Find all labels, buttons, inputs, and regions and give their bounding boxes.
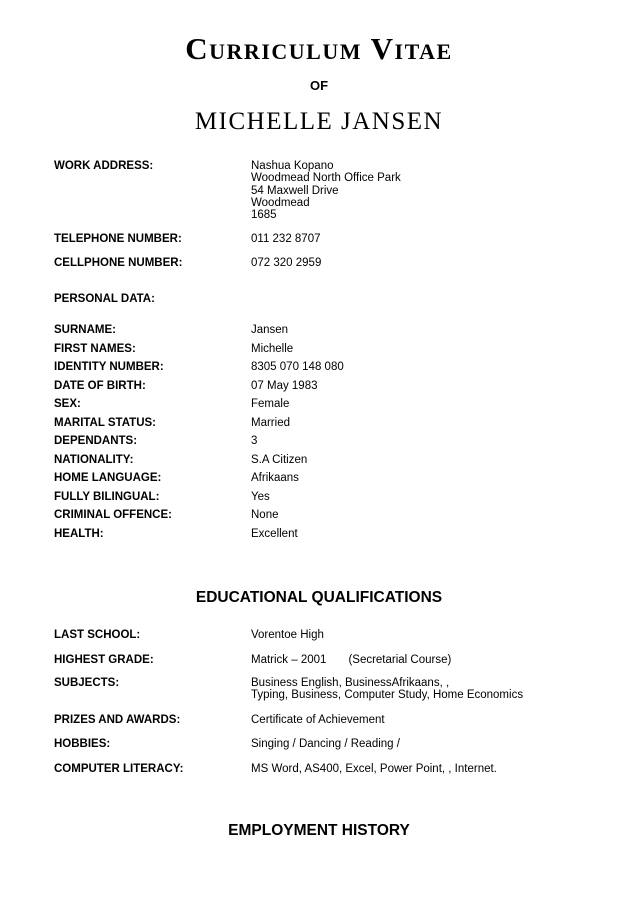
telephone-label: TELEPHONE NUMBER:	[54, 233, 182, 245]
dependants-value: 3	[251, 435, 258, 447]
work-address-line: 1685	[251, 209, 277, 222]
last-school-label: LAST SCHOOL:	[54, 629, 141, 641]
cellphone-value: 072 320 2959	[251, 257, 322, 269]
computer-literacy-value: MS Word, AS400, Excel, Power Point, , Internet.	[251, 763, 497, 775]
criminal-offence-label: CRIMINAL OFFENCE:	[54, 509, 172, 521]
subjects-line: Business English, BusinessAfrikaans, ,	[251, 677, 450, 689]
sex-value: Female	[251, 398, 290, 410]
candidate-name: MICHELLE JANSEN	[194, 108, 444, 135]
cellphone-label: CELLPHONE NUMBER:	[54, 257, 183, 269]
work-address-line: Woodmead North Office Park	[251, 172, 401, 185]
marital-status-label: MARITAL STATUS:	[54, 417, 156, 429]
hobbies-label: HOBBIES:	[54, 738, 111, 750]
first-names-value: Michelle	[251, 343, 294, 355]
education-heading: EDUCATIONAL QUALIFICATIONS	[195, 589, 443, 606]
nationality-value: S.A Citizen	[251, 454, 308, 466]
title-of: OF	[309, 78, 329, 93]
highest-grade-text: Matrick – 2001	[251, 654, 327, 666]
fully-bilingual-value: Yes	[251, 491, 270, 503]
health-value: Excellent	[251, 528, 298, 540]
sex-label: SEX:	[54, 398, 81, 410]
prizes-label: PRIZES AND AWARDS:	[54, 714, 181, 726]
highest-grade-value	[251, 654, 451, 666]
employment-heading: EMPLOYMENT HISTORY	[228, 822, 410, 839]
surname-value: Jansen	[251, 324, 289, 336]
first-names-label: FIRST NAMES:	[54, 343, 136, 355]
identity-number-label: IDENTITY NUMBER:	[54, 361, 164, 373]
work-address-line: Woodmead	[251, 196, 310, 209]
work-address	[251, 160, 401, 221]
date-of-birth-label: DATE OF BIRTH:	[54, 380, 146, 392]
personal-data-heading: PERSONAL DATA:	[54, 293, 155, 305]
highest-grade-label: HIGHEST GRADE:	[54, 654, 154, 666]
telephone-value: 011 232 8707	[251, 233, 321, 245]
prizes-value: Certificate of Achievement	[251, 714, 385, 726]
work-address-label: WORK ADDRESS:	[54, 160, 154, 172]
highest-grade-course: (Secretarial Course)	[348, 654, 452, 666]
fully-bilingual-label: FULLY BILINGUAL:	[54, 491, 160, 503]
work-address-line: Nashua Kopano	[251, 160, 334, 172]
work-address-line: 54 Maxwell Drive	[251, 184, 339, 197]
home-language-label: HOME LANGUAGE:	[54, 472, 162, 484]
computer-literacy-label: COMPUTER LITERACY:	[54, 763, 184, 775]
subjects-value	[251, 677, 523, 702]
dependants-label: DEPENDANTS:	[54, 435, 138, 447]
document-title: Curriculum Vitae	[185, 31, 453, 66]
subjects-label: SUBJECTS:	[54, 677, 120, 689]
hobbies-value: Singing / Dancing / Reading /	[251, 738, 400, 750]
criminal-offence-value: None	[251, 509, 279, 521]
nationality-label: NATIONALITY:	[54, 454, 134, 466]
date-of-birth-value: 07 May 1983	[251, 380, 318, 392]
identity-number-value: 8305 070 148 080	[251, 361, 344, 373]
home-language-value: Afrikaans	[251, 472, 299, 484]
surname-label: SURNAME:	[54, 324, 116, 336]
last-school-value: Vorentoe High	[251, 629, 324, 641]
health-label: HEALTH:	[54, 528, 104, 540]
marital-status-value: Married	[251, 417, 290, 429]
subjects-line: Typing, Business, Computer Study, Home Economics	[251, 689, 524, 702]
